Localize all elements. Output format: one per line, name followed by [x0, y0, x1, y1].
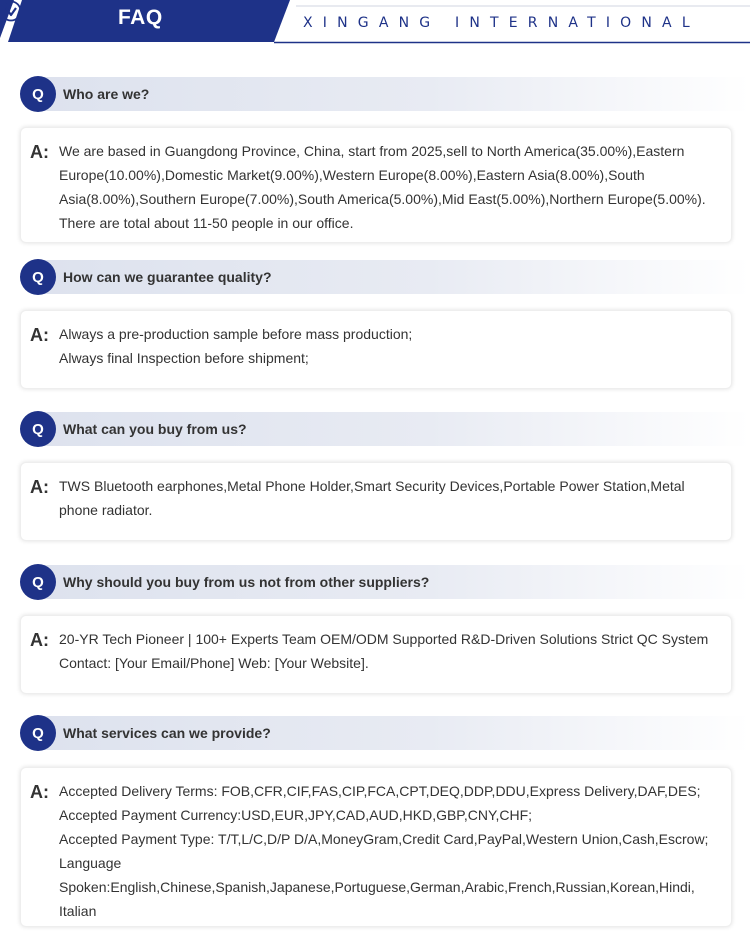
question-text: Why should you buy from us not from other suppliers?	[63, 574, 430, 590]
a-badge: A:	[30, 325, 49, 345]
answer-line: Italian	[59, 903, 97, 919]
q-badge: Q	[20, 411, 56, 447]
answer-line: We are based in Guangdong Province, China, start from 2025,sell to North America(35.00%),Eastern	[59, 143, 685, 159]
answer-line: Always final Inspection before shipment;	[59, 350, 309, 366]
page-header	[0, 0, 750, 44]
answer-line: phone radiator.	[59, 502, 153, 518]
q-badge: Q	[20, 259, 56, 295]
a-badge: A:	[30, 142, 49, 162]
faq-question-row	[20, 259, 750, 295]
answer-text	[59, 779, 721, 923]
a-badge: A:	[30, 477, 49, 497]
question-text: Who are we?	[63, 86, 150, 102]
answer-line: Asia(8.00%),Southern Europe(7.00%),South America(5.00%),Mid East(5.00%),Northern Europe(5.00%).	[59, 191, 706, 207]
answer-line: 20-YR Tech Pioneer | 100+ Experts Team OEM/ODM Supported R&D-Driven Solutions Strict QC System	[59, 631, 709, 647]
faq-answer-box	[20, 127, 732, 243]
faq-answer-box	[20, 310, 732, 389]
answer-line: TWS Bluetooth earphones,Metal Phone Holder,Smart Security Devices,Portable Power Station,Metal	[59, 478, 685, 494]
q-badge: Q	[20, 715, 56, 751]
answer-line: There are total about 11-50 people in our office.	[59, 215, 354, 231]
faq-answer-box	[20, 767, 732, 927]
faq-question-row	[20, 76, 750, 112]
answer-text	[59, 627, 721, 675]
answer-line: Accepted Payment Type: T/T,L/C,D/P D/A,MoneyGram,Credit Card,PayPal,Western Union,Cash,Escrow;	[59, 831, 709, 847]
answer-text	[59, 474, 721, 522]
answer-line: Contact: [Your Email/Phone] Web: [Your Website].	[59, 655, 369, 671]
company-name: XINGANG INTERNATIONAL	[303, 15, 700, 31]
answer-line: Always a pre-production sample before mass production;	[59, 326, 413, 342]
circle-chevron-logo-icon	[0, 0, 22, 22]
q-badge: Q	[20, 564, 56, 600]
answer-text	[59, 139, 721, 235]
faq-question-row	[20, 564, 750, 600]
faq-question-row	[20, 411, 750, 447]
page-title: FAQ	[118, 6, 163, 29]
answer-line: Spoken:English,Chinese,Spanish,Japanese,Portuguese,German,Arabic,French,Russian,Korean,Hindi,	[59, 879, 695, 895]
answer-line: Accepted Delivery Terms: FOB,CFR,CIF,FAS,CIP,FCA,CPT,DEQ,DDP,DDU,Express Delivery,DAF,DES;	[59, 783, 701, 799]
faq-question-row	[20, 715, 750, 751]
answer-line: Language	[59, 855, 122, 871]
faq-answer-box	[20, 462, 732, 541]
answer-line: Europe(10.00%),Domestic Market(9.00%),Western Europe(8.00%),Eastern Asia(8.00%),South	[59, 167, 645, 183]
a-badge: A:	[30, 630, 49, 650]
q-badge: Q	[20, 76, 56, 112]
question-text: What can you buy from us?	[63, 421, 247, 437]
question-text: What services can we provide?	[63, 725, 271, 741]
a-badge: A:	[30, 782, 49, 802]
question-text: How can we guarantee quality?	[63, 269, 272, 285]
faq-answer-box	[20, 615, 732, 694]
answer-text	[59, 322, 721, 370]
answer-line: Accepted Payment Currency:USD,EUR,JPY,CAD,AUD,HKD,GBP,CNY,CHF;	[59, 807, 533, 823]
